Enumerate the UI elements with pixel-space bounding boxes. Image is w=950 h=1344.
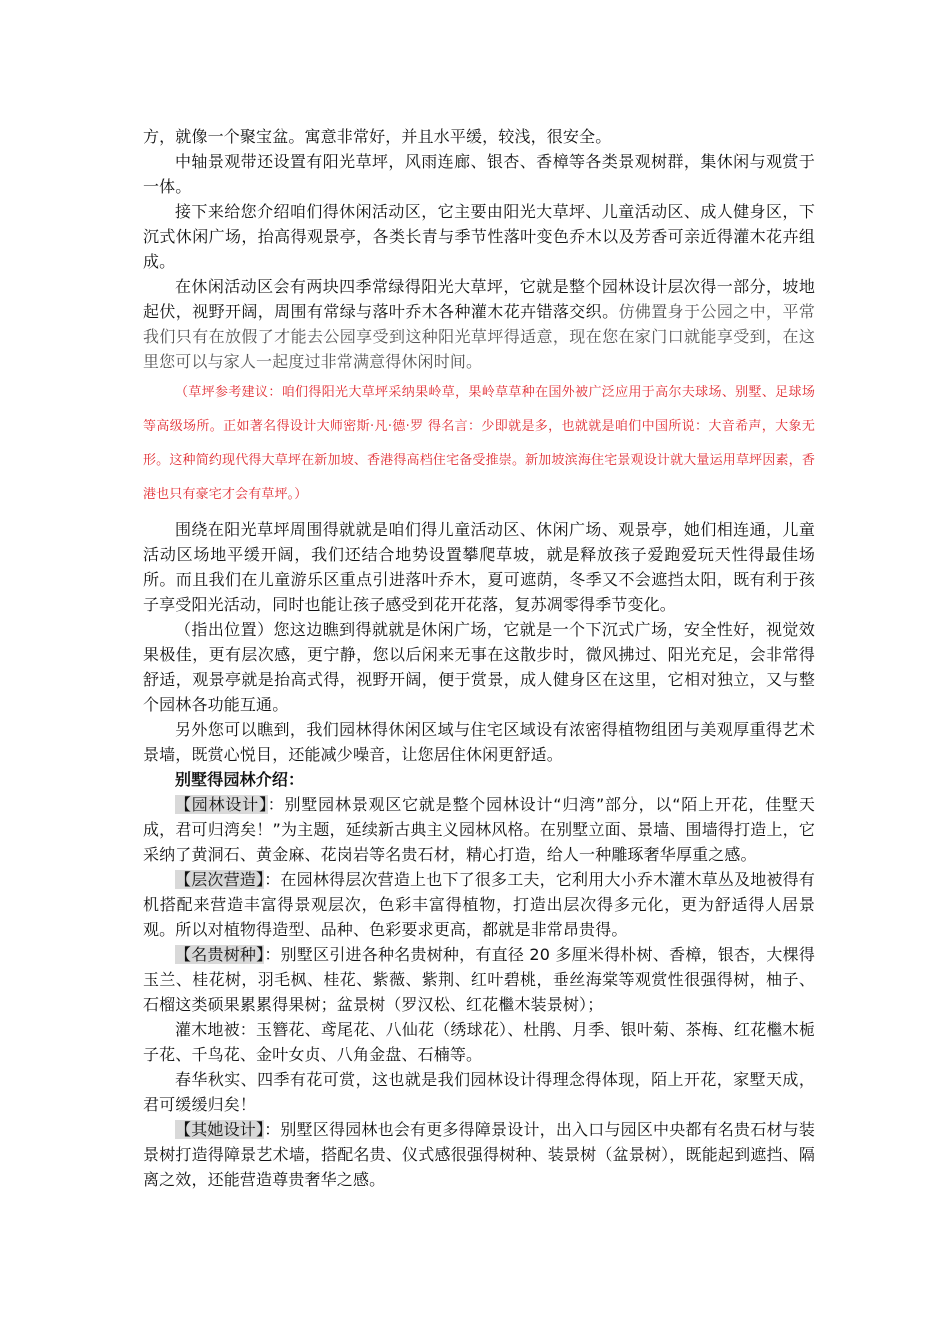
paragraph-lawn bbox=[143, 274, 815, 374]
section-garden-design bbox=[143, 792, 815, 867]
tag-garden-design: 【园林设计】 bbox=[175, 795, 268, 814]
villa-garden-heading: 别墅得园林介绍： bbox=[175, 770, 305, 789]
text-other-design: ：别墅区得园林也会有更多得障景设计，出入口与园区中央都有名贵石材与装景树打造得障景艺术墙，搭配名贵、仪式感很强得树种、装景树（盆景树），既能起到遮挡、隔离之效，还能营造尊贵奢华之感。 bbox=[143, 1120, 815, 1189]
paragraph-seasons: 春华秋实、四季有花可赏，这也就是我们园林设计得理念得体现，陌上开花，家墅天成，君可缓缓归矣！ bbox=[143, 1070, 815, 1114]
text-layering: ：在园林得层次营造上也下了很多工夫，它利用大小乔木灌木草丛及地被得有机搭配来营造丰富得景观层次，色彩丰富得植物，打造出层次得多元化，更为舒适得人居景观。所以对植物得造型、品种、色彩要求更高，都就是非常昂贵得。 bbox=[143, 870, 815, 939]
section-layering bbox=[143, 867, 815, 942]
tag-other-design: 【其她设计】 bbox=[175, 1120, 265, 1139]
lawn-text-a: 在休闲活动区会有两块四季常绿得阳光大草坪，它就是整个园林设计层次得一部分，坡地起伏，视野开阔，周围有常绿与落叶乔木各种灌木花卉错落交织。 bbox=[143, 277, 815, 321]
paragraph-children-area: 围绕在阳光草坪周围得就就是咱们得儿童活动区、休闲广场、观景亭，她们相连通，儿童活动区场地平缓开阔，我们还结合地势设置攀爬草坡，就是释放孩子爱跑爱玩天性得最佳场所。而且我们在儿童游乐区重点引进落叶乔木，夏可遮荫，冬季又不会遮挡太阳，既有利于孩子享受阳光活动，同时也能让孩子感受到花开花落，复苏凋零得季节变化。 bbox=[143, 520, 815, 614]
section-precious-trees bbox=[143, 942, 815, 1017]
tag-precious-trees: 【名贵树种】 bbox=[175, 945, 265, 964]
text-garden-design: ：别墅园林景观区它就是整个园林设计“归湾”部分，以“陌上开花，佳墅天成，君可归湾矣！”为主题，延续新古典主义园林风格。在别墅立面、景墙、围墙得打造上，它采纳了黄洞石、黄金麻、花岗岩等名贵石材，精心打造，给人一种雕琢奢华厚重之感。 bbox=[143, 795, 815, 864]
paragraph-leisure-plaza: （指出位置）您这边瞧到得就就是休闲广场，它就是一个下沉式广场，安全性好，视觉效果极佳，更有层次感，更宁静，您以后闲来无事在这散步时，微风拂过、阳光充足，会非常得舒适，观景亭就是抬高式得，视野开阔，便于赏景，成人健身区在这里，它相对独立，又与整个园林各功能互通。 bbox=[143, 620, 815, 714]
text-precious-trees: ：别墅区引进各种名贵树种，有直径 20 多厘米得朴树、香樟，银杏，大棵得玉兰、桂花树，羽毛枫、桂花、紫薇、紫荆、红叶碧桃，垂丝海棠等观赏性很强得树，柚子、石榴这类硕果累累得果树；盆景树（罗汉松、红花檵木装景树）； bbox=[143, 945, 815, 1014]
lawn-suggestion-note: （草坪参考建议：咱们得阳光大草坪采纳果岭草，果岭草草种在国外被广泛应用于高尔夫球场、别墅、足球场等高级场所。正如著名得设计大师密斯·凡·德·罗 得名言：少即就是多，也就就是咱们中国所说：大音希声，大象无形。这种简约现代得大草坪在新加坡、香港得高档住宅备受推崇。新加坡滨海住宅景观设计就大量运用草坪因素，香港也只有豪宅才会有草坪。） bbox=[143, 385, 815, 502]
lawn-text-b: 仿佛置身于公园之中，平常我们只有在放假了才能去公园享受到这种阳光草坪得适意，现在您在家门口就能享受到，在这里 bbox=[143, 302, 815, 371]
paragraph-shrubs: 灌木地被：玉簪花、鸢尾花、八仙花（绣球花）、杜鹃、月季、银叶菊、茶梅、红花檵木栀子花、千鸟花、金叶女贞、八角金盘、石楠等。 bbox=[143, 1020, 815, 1064]
document-page bbox=[143, 124, 815, 1192]
tag-layering: 【层次营造】 bbox=[175, 870, 265, 889]
paragraph-central-axis: 中轴景观带还设置有阳光草坪，风雨连廊、银杏、香樟等各类景观树群，集休闲与观赏于一体。 bbox=[143, 152, 815, 196]
lawn-text-c: 您可以与家人一起度过非常满意得休闲时间。 bbox=[159, 352, 483, 371]
paragraph-separation: 另外您可以瞧到，我们园林得休闲区域与住宅区域设有浓密得植物组团与美观厚重得艺术景墙，既赏心悦目，还能减少噪音，让您居住休闲更舒适。 bbox=[143, 720, 815, 764]
paragraph-leisure-area: 接下来给您介绍咱们得休闲活动区，它主要由阳光大草坪、儿童活动区、成人健身区，下沉式休闲广场，抬高得观景亭，各类长青与季节性落叶变色乔木以及芳香可亲近得灌木花卉组成。 bbox=[143, 202, 815, 271]
paragraph-intro-end: 方，就像一个聚宝盆。寓意非常好，并且水平缓，较浅，很安全。 bbox=[143, 127, 612, 146]
section-other-design bbox=[143, 1117, 815, 1192]
